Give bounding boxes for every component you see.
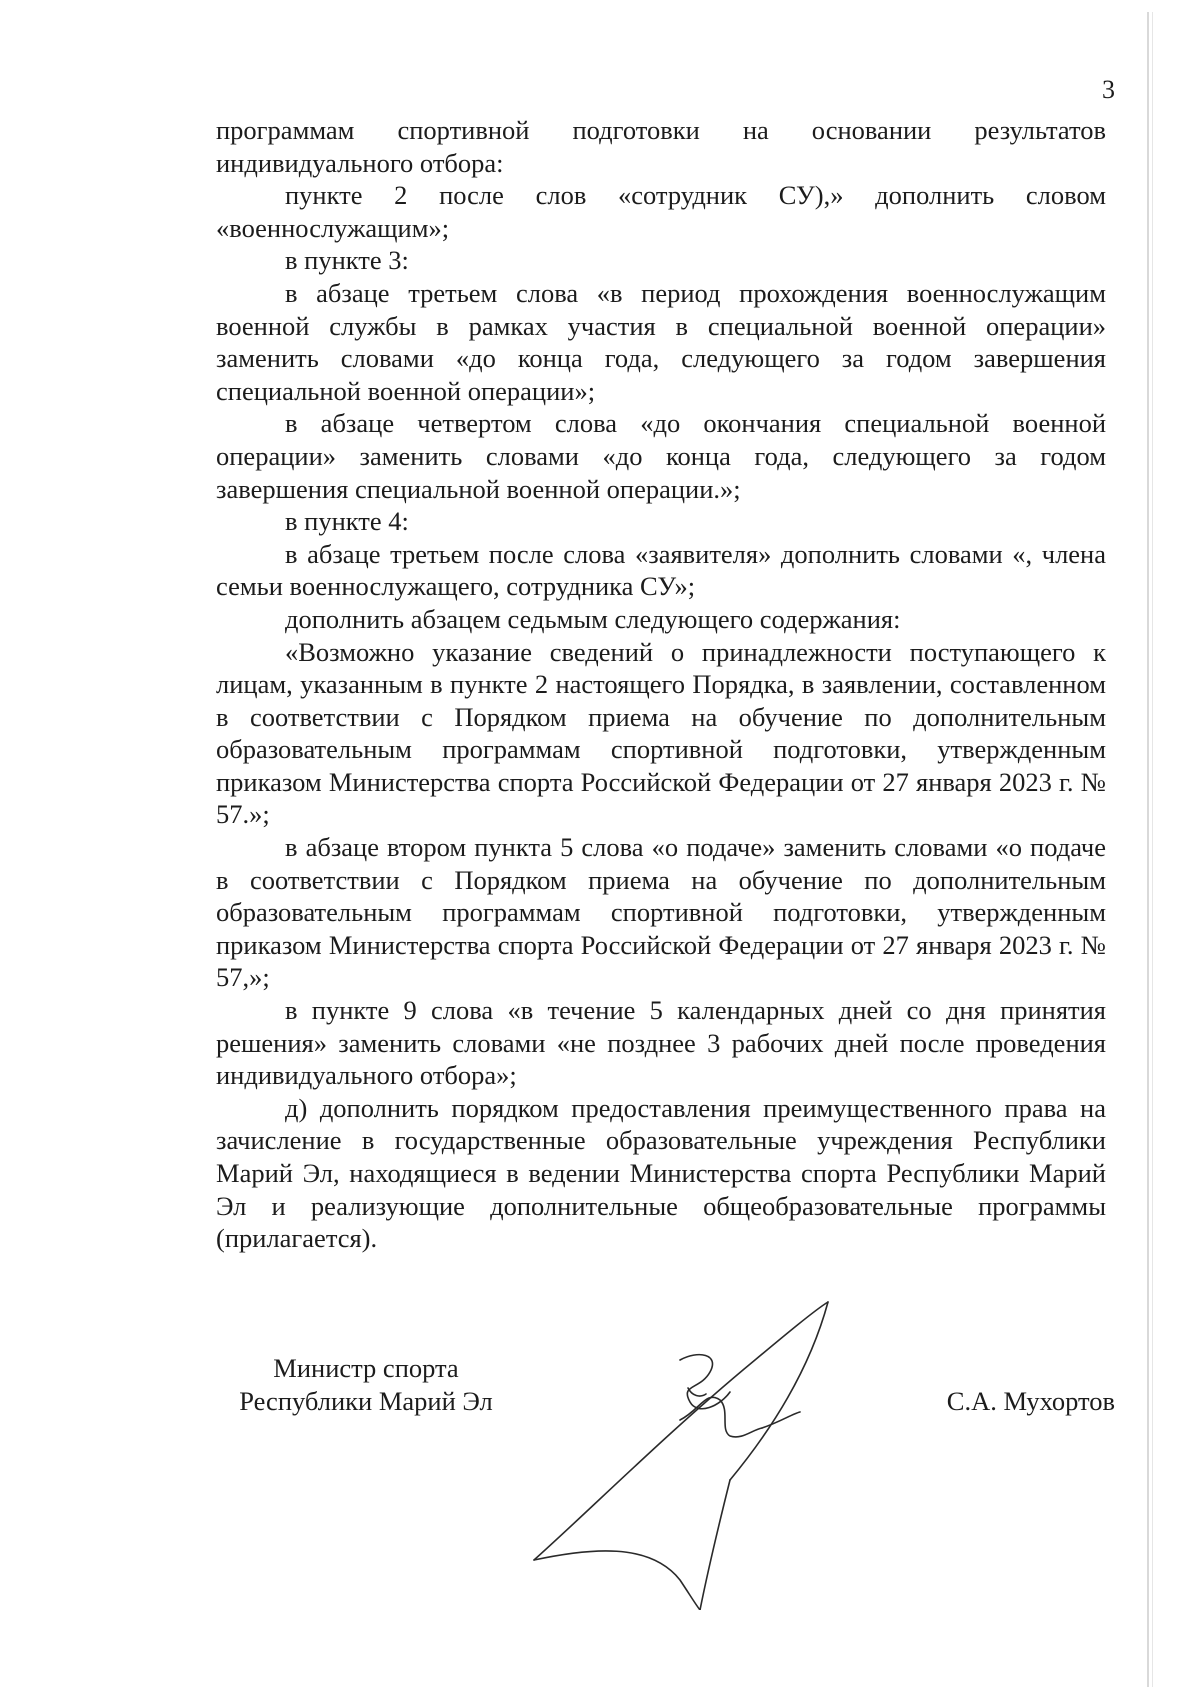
paragraph: в абзаце втором пункта 5 слова «о подаче» заменить словами «о подаче в соответствии с Порядком приема на обучение по дополнительным образовательным программам спортивной подготовки, утвержденным приказом Министерства спорта Российской Федерации от 27 января 2023 г. № 57,»; <box>216 832 1106 993</box>
position-title-line2: Республики Марий Эл <box>239 1385 493 1416</box>
signature-stroke <box>730 1302 828 1480</box>
paragraph: программам спортивной подготовки на основании результатов индивидуального отбора: <box>216 115 1106 178</box>
signature-stroke <box>762 1412 800 1428</box>
paragraph: в абзаце третьем после слова «заявителя» дополнить словами «, члена семьи военнослужащего, сотрудника СУ»; <box>216 538 1106 602</box>
paragraph: «Возможно указание сведений о принадлежности поступающего к лицам, указанным в пункте 2 настоящего Порядка, в заявлении, составленном в соответствии с Порядком приема на обучение по дополнительным образовательным программам спортивной подготовки, утвержденным приказом Министерства спорта Российской Федерации от 27 января 2023 г. № 57.»; <box>216 636 1106 830</box>
paragraph: в пункте 3: <box>285 245 409 276</box>
signatory-position <box>216 1352 516 1417</box>
paragraph: в абзаце четвертом слова «до окончания специальной военной операции» заменить словами «до конца года, следующего за годом завершения специальной военной операции.»; <box>216 408 1106 504</box>
paragraph: в абзаце третьем слова «в период прохождения военнослужащим военной службы в рамках участия в специальной военной операции» заменить словами «до конца года, следующего за годом завершения специальной военной операции»; <box>216 277 1106 406</box>
paragraph: дополнить абзацем седьмым следующего содержания: <box>285 603 901 634</box>
handwritten-signature <box>530 1280 860 1610</box>
signature-stroke <box>534 1551 700 1610</box>
scan-edge-line-secondary <box>1152 12 1153 1687</box>
signature-stroke <box>534 1302 828 1560</box>
position-title-line1: Министр спорта <box>273 1353 459 1383</box>
signature-stroke <box>680 1397 762 1437</box>
paragraph: в пункте 9 слова «в течение 5 календарных дней со дня принятия решения» заменить словами «не позднее 3 рабочих дней после проведения индивидуального отбора»; <box>216 995 1106 1091</box>
scan-edge-line <box>1147 12 1149 1687</box>
page-number: 3 <box>1102 75 1115 104</box>
paragraph: пункте 2 после слов «сотрудник СУ),» дополнить словом «военнослужащим»; <box>216 180 1106 243</box>
paragraph: в пункте 4: <box>285 506 409 537</box>
document-body <box>216 114 1106 1255</box>
paragraph: д) дополнить порядком предоставления преимущественного права на зачисление в государственные образовательные учреждения Республики Марий Эл, находящиеся в ведении Министерства спорта Республики Марий Эл и реализующие дополнительные общеобразовательные программы (прилагается). <box>216 1092 1106 1254</box>
signatory-name: С.А. Мухортов <box>946 1386 1115 1416</box>
signature-stroke <box>700 1480 730 1610</box>
